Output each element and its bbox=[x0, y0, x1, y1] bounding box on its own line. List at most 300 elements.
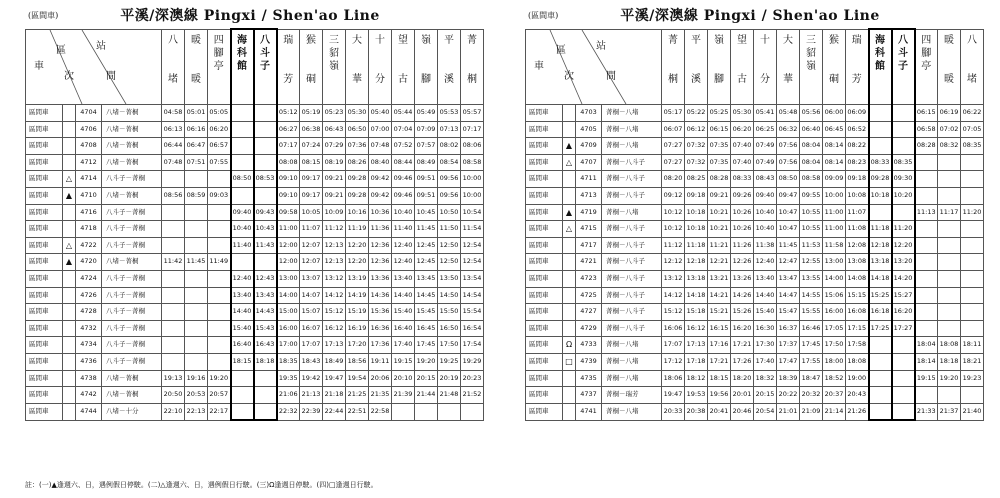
departure-time bbox=[915, 270, 938, 287]
train-route: 菁桐－八堵 bbox=[602, 337, 662, 354]
departure-time: 15:15 bbox=[846, 287, 869, 304]
departure-time: 12:36 bbox=[369, 254, 392, 271]
departure-time bbox=[254, 387, 277, 404]
departure-time bbox=[869, 337, 892, 354]
departure-time: 12:40 bbox=[392, 237, 415, 254]
departure-time: 14:54 bbox=[461, 287, 484, 304]
train-type: 區間車 bbox=[526, 171, 563, 188]
departure-time bbox=[162, 221, 185, 238]
train-number: 4734 bbox=[76, 337, 102, 354]
train-type: 區間車 bbox=[26, 121, 63, 138]
train-type: 區間車 bbox=[26, 204, 63, 221]
departure-time: 21:52 bbox=[461, 387, 484, 404]
departure-time: 08:14 bbox=[823, 154, 846, 171]
departure-time: 08:32 bbox=[938, 138, 961, 155]
departure-time: 18:15 bbox=[231, 353, 254, 370]
train-number: 4726 bbox=[76, 287, 102, 304]
departure-time: 10:40 bbox=[754, 221, 777, 238]
departure-time: 15:47 bbox=[777, 304, 800, 321]
departure-time: 10:40 bbox=[754, 204, 777, 221]
departure-time: 22:32 bbox=[277, 403, 300, 420]
departure-time: 06:50 bbox=[346, 121, 369, 138]
corner-diagonal-lines bbox=[526, 30, 662, 104]
departure-time: 16:12 bbox=[323, 320, 346, 337]
departure-time: 13:19 bbox=[346, 270, 369, 287]
departure-time: 08:22 bbox=[846, 138, 869, 155]
departure-time: 05:41 bbox=[754, 105, 777, 122]
departure-time: 06:47 bbox=[185, 138, 208, 155]
departure-time: 20:46 bbox=[731, 403, 754, 420]
departure-time: 08:04 bbox=[800, 154, 823, 171]
departure-time: 20:53 bbox=[185, 387, 208, 404]
departure-time: 20:41 bbox=[708, 403, 731, 420]
corner-qu-label: 區 bbox=[556, 44, 566, 56]
departure-time: 17:54 bbox=[461, 337, 484, 354]
service-note-symbol bbox=[63, 204, 76, 221]
departure-time: 13:54 bbox=[461, 270, 484, 287]
corner-jian-label: 間 bbox=[606, 70, 616, 82]
departure-time: 13:40 bbox=[392, 270, 415, 287]
departure-time: 12:20 bbox=[346, 237, 369, 254]
train-row bbox=[26, 387, 484, 404]
departure-time: 05:53 bbox=[438, 105, 461, 122]
departure-time: 12:45 bbox=[415, 237, 438, 254]
departure-time: 20:43 bbox=[846, 387, 869, 404]
departure-time: 20:38 bbox=[685, 403, 708, 420]
departure-time: 10:43 bbox=[254, 221, 277, 238]
departure-time: 07:13 bbox=[438, 121, 461, 138]
departure-time: 14:12 bbox=[323, 287, 346, 304]
departure-time: 09:28 bbox=[346, 171, 369, 188]
departure-time: 06:43 bbox=[323, 121, 346, 138]
departure-time: 14:50 bbox=[438, 287, 461, 304]
departure-time: 10:45 bbox=[415, 204, 438, 221]
departure-time: 06:20 bbox=[208, 121, 231, 138]
departure-time: 17:45 bbox=[415, 337, 438, 354]
departure-time: 12:26 bbox=[731, 254, 754, 271]
departure-time: 09:09 bbox=[823, 171, 846, 188]
departure-time: 16:00 bbox=[823, 304, 846, 321]
departure-time: 06:07 bbox=[662, 121, 685, 138]
train-type: 區間車 bbox=[526, 320, 563, 337]
departure-time: 07:02 bbox=[938, 121, 961, 138]
service-note-symbol: △ bbox=[563, 221, 576, 238]
train-route: 菁桐－八堵 bbox=[602, 121, 662, 138]
train-route: 菁桐－八斗子 bbox=[602, 187, 662, 204]
departure-time: 17:13 bbox=[323, 337, 346, 354]
departure-time: 06:45 bbox=[823, 121, 846, 138]
departure-time bbox=[162, 287, 185, 304]
departure-time: 06:19 bbox=[938, 105, 961, 122]
train-row bbox=[26, 204, 484, 221]
departure-time: 18:18 bbox=[938, 353, 961, 370]
station-header-wanggu: 望 古 bbox=[731, 29, 754, 105]
departure-time: 19:20 bbox=[208, 370, 231, 387]
departure-time: 07:00 bbox=[369, 121, 392, 138]
departure-time: 16:12 bbox=[685, 320, 708, 337]
service-note-symbol: △ bbox=[63, 237, 76, 254]
departure-time: 11:12 bbox=[323, 221, 346, 238]
departure-time: 17:37 bbox=[777, 337, 800, 354]
station-header-ruifang: 瑞 芳 bbox=[277, 29, 300, 105]
departure-time: 12:54 bbox=[461, 254, 484, 271]
train-row bbox=[526, 154, 984, 171]
departure-time: 10:00 bbox=[823, 187, 846, 204]
train-type: 區間車 bbox=[26, 105, 63, 122]
departure-time: 17:21 bbox=[731, 337, 754, 354]
train-number: 4706 bbox=[76, 121, 102, 138]
departure-time bbox=[231, 403, 254, 420]
departure-time: 18:35 bbox=[277, 353, 300, 370]
departure-time: 18:00 bbox=[823, 353, 846, 370]
train-number: 4708 bbox=[76, 138, 102, 155]
departure-time: 13:00 bbox=[277, 270, 300, 287]
departure-time: 10:21 bbox=[708, 204, 731, 221]
departure-time: 17:25 bbox=[869, 320, 892, 337]
train-type: 區間車 bbox=[26, 370, 63, 387]
train-route: 八堵－菁桐 bbox=[102, 387, 162, 404]
departure-time: 06:13 bbox=[162, 121, 185, 138]
departure-time: 20:57 bbox=[208, 387, 231, 404]
train-number: 4736 bbox=[76, 353, 102, 370]
service-note-symbol: ▲ bbox=[63, 187, 76, 204]
departure-time: 05:22 bbox=[685, 105, 708, 122]
departure-time: 05:23 bbox=[323, 105, 346, 122]
departure-time bbox=[231, 121, 254, 138]
departure-time: 18:32 bbox=[754, 370, 777, 387]
train-row bbox=[526, 304, 984, 321]
train-route: 八斗子－菁桐 bbox=[102, 270, 162, 287]
departure-time: 15:19 bbox=[346, 304, 369, 321]
departure-time: 13:21 bbox=[708, 270, 731, 287]
departure-time bbox=[162, 171, 185, 188]
train-number: 4733 bbox=[576, 337, 602, 354]
departure-time: 14:08 bbox=[846, 270, 869, 287]
train-number: 4741 bbox=[576, 403, 602, 420]
departure-time: 17:47 bbox=[777, 353, 800, 370]
departure-time: 07:48 bbox=[369, 138, 392, 155]
departure-time: 09:51 bbox=[415, 171, 438, 188]
train-type: 區間車 bbox=[526, 204, 563, 221]
departure-time: 19:29 bbox=[461, 353, 484, 370]
departure-time bbox=[869, 370, 892, 387]
departure-time: 08:54 bbox=[438, 154, 461, 171]
departure-time bbox=[915, 154, 938, 171]
corner-car-label: 車 bbox=[534, 60, 544, 72]
train-row bbox=[26, 171, 484, 188]
corner-ci-label: 次 bbox=[564, 70, 574, 82]
departure-time bbox=[162, 320, 185, 337]
departure-time bbox=[915, 254, 938, 271]
departure-time bbox=[961, 320, 984, 337]
departure-time: 13:55 bbox=[800, 270, 823, 287]
service-note-symbol bbox=[563, 270, 576, 287]
service-note-symbol bbox=[63, 337, 76, 354]
train-type: 區間車 bbox=[526, 221, 563, 238]
departure-time bbox=[938, 187, 961, 204]
departure-time: 13:43 bbox=[254, 287, 277, 304]
departure-time: 15:00 bbox=[277, 304, 300, 321]
train-row bbox=[26, 187, 484, 204]
departure-time: 17:58 bbox=[846, 337, 869, 354]
departure-time: 12:54 bbox=[461, 237, 484, 254]
departure-time: 05:44 bbox=[392, 105, 415, 122]
train-row bbox=[526, 387, 984, 404]
departure-time: 13:50 bbox=[438, 270, 461, 287]
station-header-badu: 八 堵 bbox=[162, 29, 185, 105]
train-row bbox=[26, 221, 484, 238]
departure-time: 22:17 bbox=[208, 403, 231, 420]
departure-time: 16:18 bbox=[869, 304, 892, 321]
departure-time: 14:43 bbox=[254, 304, 277, 321]
departure-time bbox=[254, 105, 277, 122]
departure-time: 14:07 bbox=[300, 287, 323, 304]
departure-time: 17:12 bbox=[662, 353, 685, 370]
departure-time: 18:56 bbox=[346, 353, 369, 370]
departure-time: 16:40 bbox=[392, 320, 415, 337]
departure-time: 11:07 bbox=[846, 204, 869, 221]
departure-time: 09:18 bbox=[685, 187, 708, 204]
station-header-sandiaoling: 三 貂 嶺 bbox=[323, 29, 346, 105]
departure-time: 07:48 bbox=[162, 154, 185, 171]
train-route: 菁桐－瑞芳 bbox=[602, 387, 662, 404]
train-number: 4729 bbox=[576, 320, 602, 337]
departure-time: 15:50 bbox=[438, 304, 461, 321]
departure-time: 11:58 bbox=[823, 237, 846, 254]
departure-time bbox=[869, 138, 892, 155]
departure-time: 12:21 bbox=[708, 254, 731, 271]
train-number: 4739 bbox=[576, 353, 602, 370]
departure-time: 09:10 bbox=[277, 187, 300, 204]
departure-time: 11:26 bbox=[731, 237, 754, 254]
service-note-symbol bbox=[63, 320, 76, 337]
departure-time: 13:08 bbox=[846, 254, 869, 271]
departure-time: 16:00 bbox=[277, 320, 300, 337]
table-corner-header bbox=[26, 29, 162, 105]
train-route: 八堵－菁桐 bbox=[102, 254, 162, 271]
train-number: 4710 bbox=[76, 187, 102, 204]
departure-time: 12:00 bbox=[277, 237, 300, 254]
departure-time: 07:40 bbox=[731, 138, 754, 155]
departure-time: 16:20 bbox=[892, 304, 915, 321]
train-row bbox=[526, 187, 984, 204]
departure-time: 05:40 bbox=[369, 105, 392, 122]
departure-time: 11:00 bbox=[823, 204, 846, 221]
departure-time: 10:47 bbox=[777, 221, 800, 238]
train-number: 4722 bbox=[76, 237, 102, 254]
train-row bbox=[526, 254, 984, 271]
departure-time bbox=[231, 187, 254, 204]
departure-time: 15:54 bbox=[461, 304, 484, 321]
departure-time: 07:52 bbox=[392, 138, 415, 155]
departure-time: 19:15 bbox=[915, 370, 938, 387]
station-header-pingxi: 平 溪 bbox=[685, 29, 708, 105]
departure-time: 06:40 bbox=[800, 121, 823, 138]
departure-time bbox=[208, 304, 231, 321]
departure-time: 05:49 bbox=[415, 105, 438, 122]
departure-time: 08:40 bbox=[369, 154, 392, 171]
train-number: 4737 bbox=[576, 387, 602, 404]
departure-time: 08:35 bbox=[961, 138, 984, 155]
station-header-houtong: 猴 硐 bbox=[823, 29, 846, 105]
departure-time: 08:20 bbox=[662, 171, 685, 188]
corner-diagonal-lines bbox=[26, 30, 162, 104]
station-header-badouzi: 八 斗 子 bbox=[892, 29, 915, 105]
station-header-shifen: 十 分 bbox=[754, 29, 777, 105]
train-row bbox=[26, 105, 484, 122]
train-route: 八斗子－菁桐 bbox=[102, 320, 162, 337]
departure-time: 12:40 bbox=[231, 270, 254, 287]
departure-time: 20:32 bbox=[800, 387, 823, 404]
train-row bbox=[26, 403, 484, 420]
departure-time: 07:17 bbox=[461, 121, 484, 138]
departure-time: 12:40 bbox=[392, 254, 415, 271]
departure-time: 19:20 bbox=[415, 353, 438, 370]
departure-time: 10:05 bbox=[300, 204, 323, 221]
train-route: 菁桐－八斗子 bbox=[602, 287, 662, 304]
departure-time: 09:21 bbox=[323, 187, 346, 204]
departure-time: 22:58 bbox=[369, 403, 392, 420]
departure-time: 16:06 bbox=[662, 320, 685, 337]
timetable-table bbox=[525, 28, 984, 421]
departure-time bbox=[254, 138, 277, 155]
departure-time bbox=[938, 387, 961, 404]
departure-time bbox=[892, 387, 915, 404]
train-type: 區間車 bbox=[526, 121, 563, 138]
train-type: 區間車 bbox=[526, 254, 563, 271]
departure-time: 19:00 bbox=[846, 370, 869, 387]
departure-time: 14:40 bbox=[231, 304, 254, 321]
timetable-panel-right bbox=[510, 0, 990, 480]
train-row bbox=[526, 320, 984, 337]
departure-time: 13:07 bbox=[300, 270, 323, 287]
timetable-body bbox=[26, 105, 484, 421]
train-number: 4727 bbox=[576, 304, 602, 321]
departure-time: 07:56 bbox=[777, 138, 800, 155]
train-class-label: (區間車) bbox=[28, 11, 59, 20]
departure-time: 11:13 bbox=[915, 204, 938, 221]
departure-time: 09:21 bbox=[323, 171, 346, 188]
departure-time: 07:55 bbox=[208, 154, 231, 171]
train-row bbox=[26, 270, 484, 287]
departure-time bbox=[915, 287, 938, 304]
departure-time bbox=[892, 337, 915, 354]
departure-time: 14:18 bbox=[685, 287, 708, 304]
departure-time: 20:06 bbox=[369, 370, 392, 387]
departure-time: 08:14 bbox=[823, 138, 846, 155]
departure-time bbox=[231, 387, 254, 404]
departure-time: 09:56 bbox=[438, 187, 461, 204]
departure-time: 15:40 bbox=[754, 304, 777, 321]
departure-time: 12:36 bbox=[369, 237, 392, 254]
departure-time: 12:20 bbox=[892, 237, 915, 254]
departure-time: 13:12 bbox=[323, 270, 346, 287]
train-route: 八斗子－菁桐 bbox=[102, 304, 162, 321]
departure-time: 13:00 bbox=[823, 254, 846, 271]
departure-time: 09:55 bbox=[800, 187, 823, 204]
departure-time: 14:55 bbox=[800, 287, 823, 304]
train-number: 4707 bbox=[576, 154, 602, 171]
departure-time bbox=[231, 154, 254, 171]
departure-time bbox=[938, 237, 961, 254]
service-note-symbol bbox=[563, 320, 576, 337]
departure-time: 22:13 bbox=[185, 403, 208, 420]
departure-time bbox=[185, 171, 208, 188]
departure-time: 08:56 bbox=[162, 187, 185, 204]
station-header-pingxi: 平 溪 bbox=[438, 29, 461, 105]
departure-time bbox=[162, 270, 185, 287]
departure-time: 18:14 bbox=[915, 353, 938, 370]
departure-time: 06:32 bbox=[777, 121, 800, 138]
departure-time: 21:48 bbox=[438, 387, 461, 404]
departure-time: 09:58 bbox=[277, 204, 300, 221]
departure-time: 20:10 bbox=[392, 370, 415, 387]
departure-time: 07:09 bbox=[415, 121, 438, 138]
service-note-symbol bbox=[63, 154, 76, 171]
departure-time: 21:14 bbox=[823, 403, 846, 420]
train-type: 區間車 bbox=[26, 387, 63, 404]
train-row bbox=[526, 287, 984, 304]
departure-time: 11:08 bbox=[846, 221, 869, 238]
station-header-dahua: 大 華 bbox=[777, 29, 800, 105]
train-row bbox=[526, 270, 984, 287]
train-number: 4716 bbox=[76, 204, 102, 221]
departure-time: 21:44 bbox=[415, 387, 438, 404]
train-route: 八堵－十分 bbox=[102, 403, 162, 420]
departure-time: 10:12 bbox=[662, 204, 685, 221]
station-header-jingtong: 菁 桐 bbox=[461, 29, 484, 105]
departure-time: 10:16 bbox=[346, 204, 369, 221]
departure-time: 11:20 bbox=[961, 204, 984, 221]
departure-time: 17:30 bbox=[754, 337, 777, 354]
departure-time: 19:15 bbox=[392, 353, 415, 370]
departure-time: 10:00 bbox=[461, 171, 484, 188]
service-note-symbol bbox=[63, 387, 76, 404]
departure-time bbox=[938, 320, 961, 337]
departure-time: 10:26 bbox=[731, 204, 754, 221]
train-type: 區間車 bbox=[526, 304, 563, 321]
departure-time: 18:20 bbox=[731, 370, 754, 387]
departure-time: 09:28 bbox=[346, 187, 369, 204]
departure-time: 10:55 bbox=[800, 204, 823, 221]
departure-time: 22:10 bbox=[162, 403, 185, 420]
departure-time: 19:25 bbox=[438, 353, 461, 370]
departure-time: 11:20 bbox=[892, 221, 915, 238]
departure-time: 05:57 bbox=[461, 105, 484, 122]
departure-time: 11:42 bbox=[162, 254, 185, 271]
departure-time: 13:20 bbox=[892, 254, 915, 271]
departure-time: 06:12 bbox=[685, 121, 708, 138]
departure-time bbox=[961, 187, 984, 204]
departure-time bbox=[415, 403, 438, 420]
departure-time: 10:18 bbox=[685, 204, 708, 221]
departure-time bbox=[961, 237, 984, 254]
train-number: 4704 bbox=[76, 105, 102, 122]
train-type: 區間車 bbox=[26, 171, 63, 188]
service-note-symbol bbox=[63, 138, 76, 155]
train-type: 區間車 bbox=[26, 304, 63, 321]
train-number: 4712 bbox=[76, 154, 102, 171]
departure-time: 08:58 bbox=[461, 154, 484, 171]
departure-time bbox=[869, 353, 892, 370]
train-row bbox=[26, 121, 484, 138]
departure-time bbox=[915, 320, 938, 337]
corner-car-label: 車 bbox=[34, 60, 44, 72]
departure-time: 17:40 bbox=[754, 353, 777, 370]
departure-time: 08:59 bbox=[185, 187, 208, 204]
departure-time bbox=[869, 387, 892, 404]
departure-time: 09:30 bbox=[892, 171, 915, 188]
